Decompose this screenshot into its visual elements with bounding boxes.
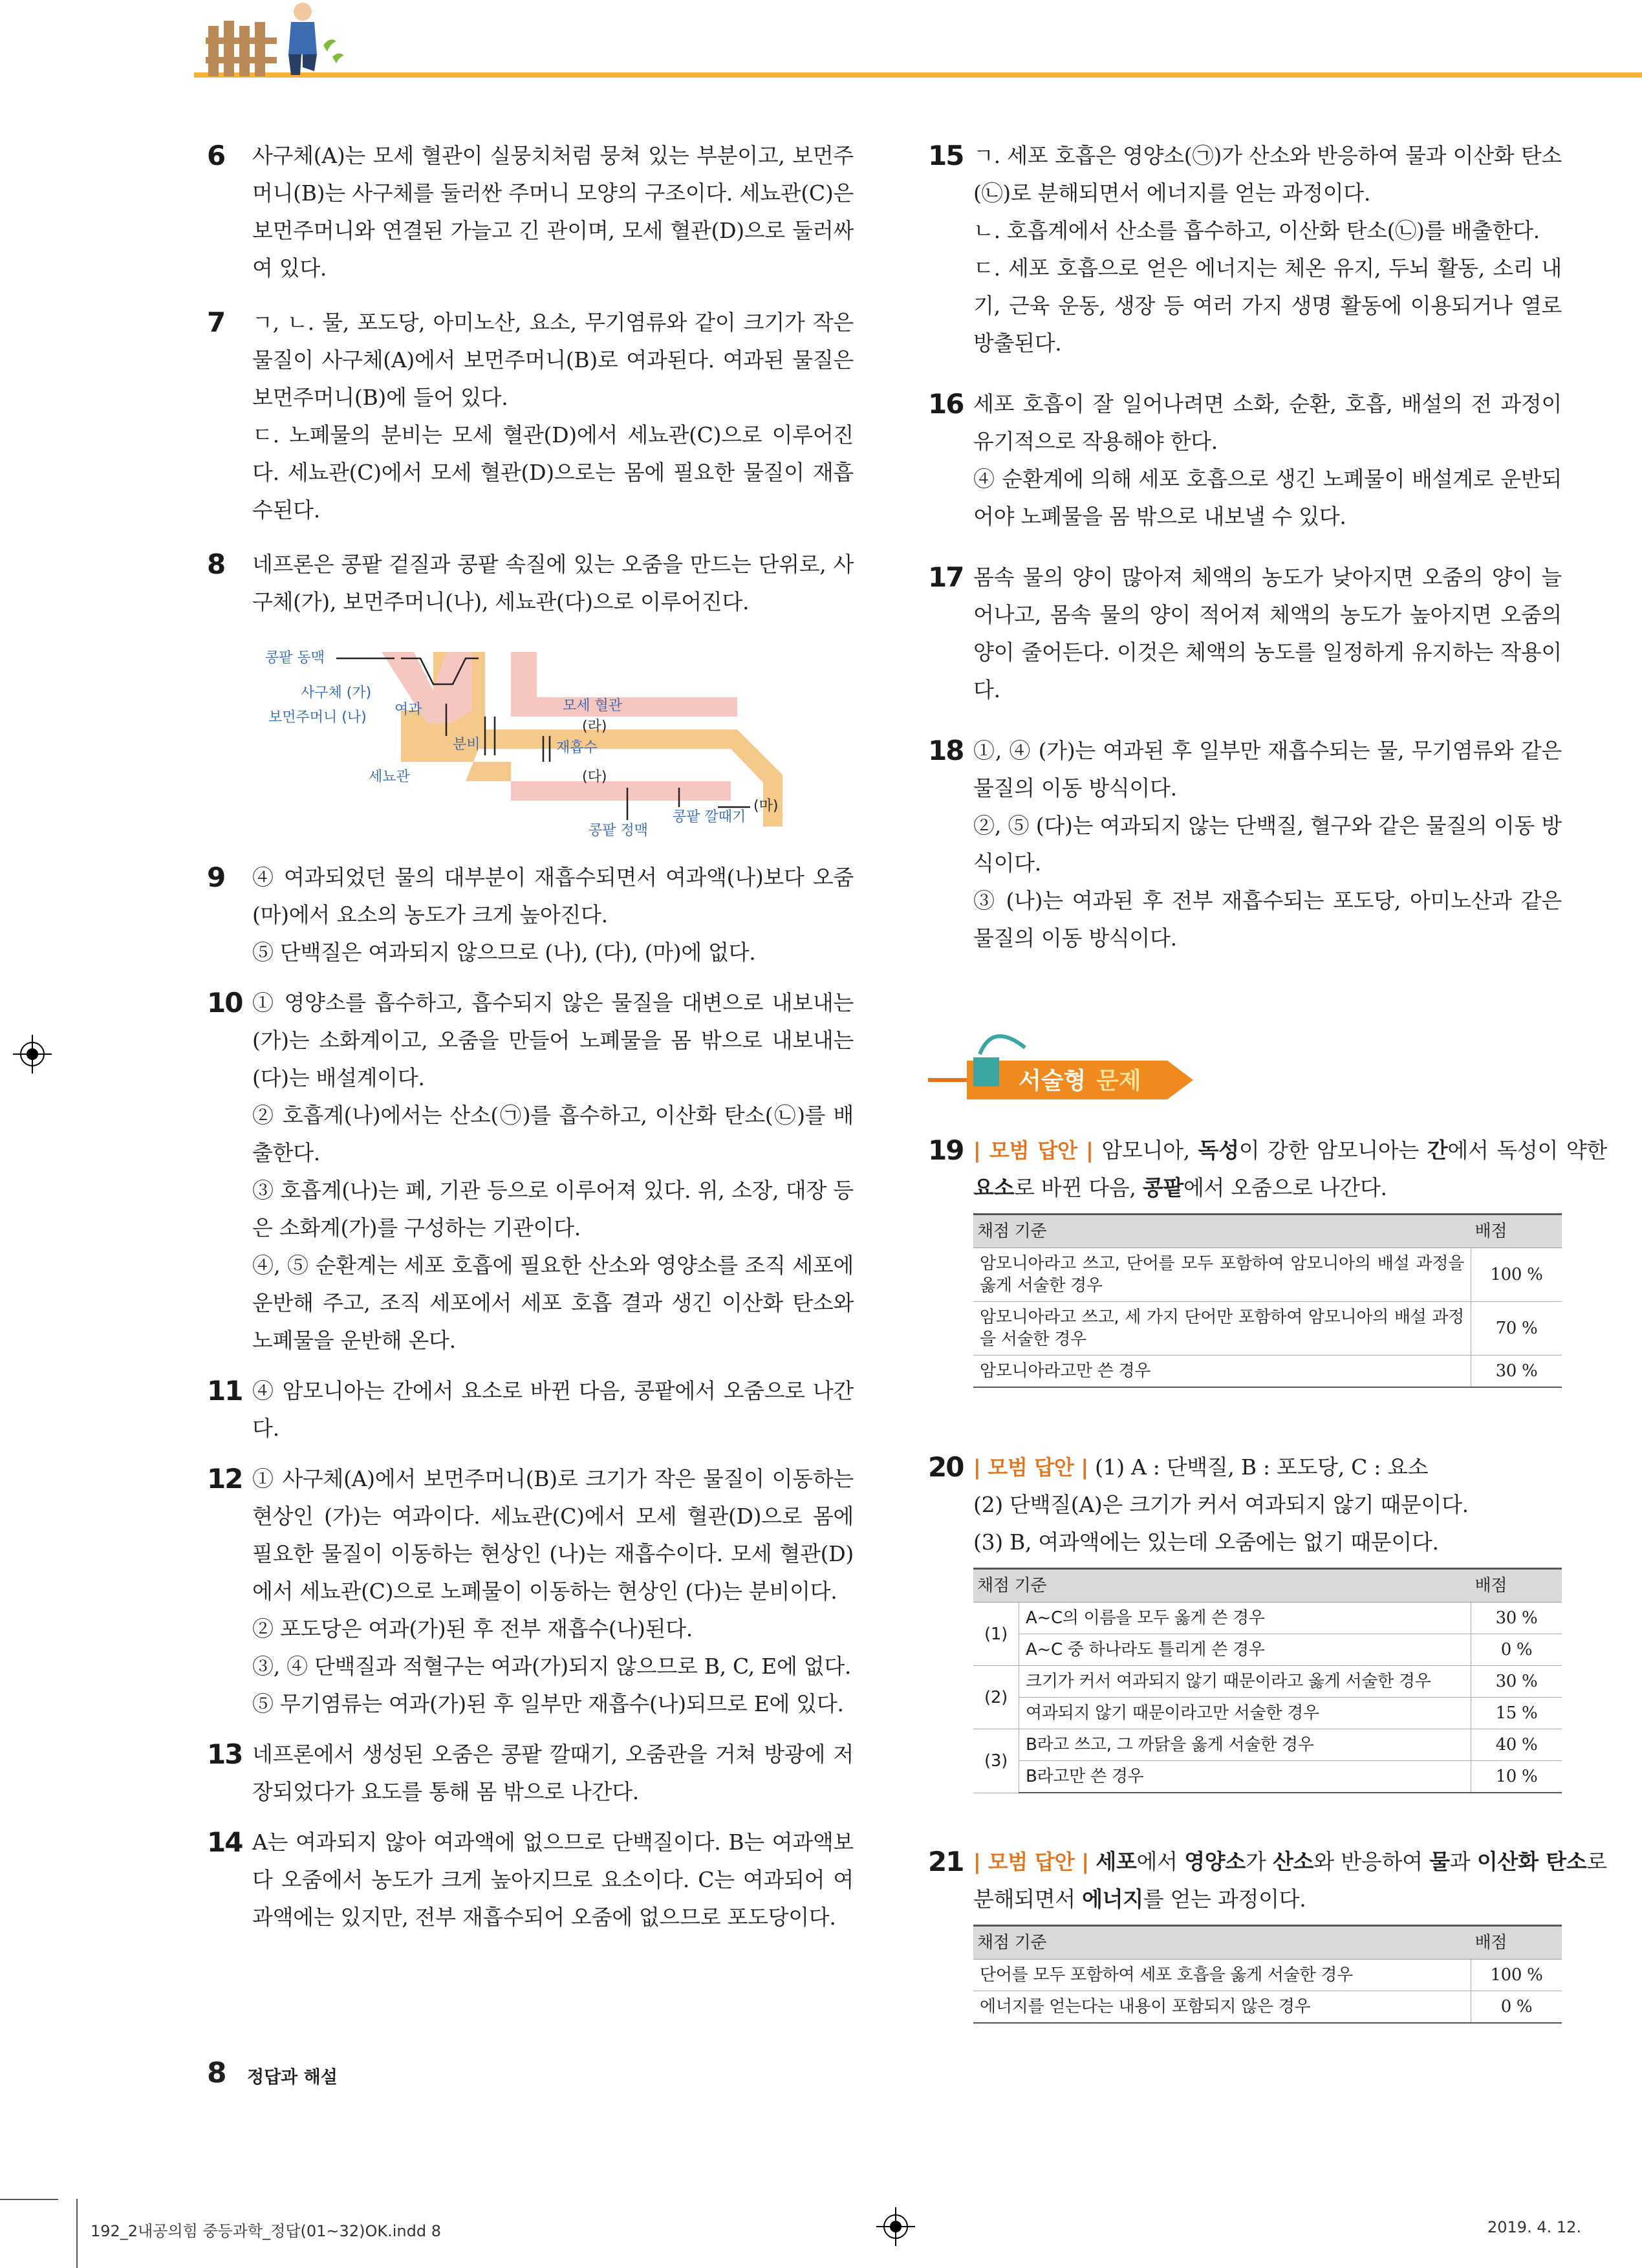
score-cell: 70 %	[1471, 1302, 1562, 1355]
answer-text: ④ 암모니아는 간에서 요소로 바뀐 다음, 콩팥에서 오줌으로 나간다.	[252, 1378, 854, 1441]
answer-text: 네프론에서 생성된 오줌은 콩팥 깔때기, 오줌관을 거쳐 방광에 저장되었다가 요도를 통해 몸 밖으로 나간다.	[252, 1742, 854, 1804]
question-number: 13	[207, 1738, 243, 1770]
question-13	[207, 1736, 854, 1811]
model-answer-tag: | 모범 답안 |	[973, 1850, 1089, 1874]
answer-text: ㄴ. 호흡계에서 산소를 흡수하고, 이산화 탄소(㉡)를 배출한다.	[973, 218, 1540, 243]
question-number: 10	[207, 987, 243, 1019]
keyword: 영양소	[1184, 1849, 1246, 1874]
question-number: 16	[928, 388, 964, 420]
answer-text: ②, ⑤ (다)는 여과되지 않는 단백질, 혈구와 같은 물질의 이동 방식이다.	[973, 813, 1562, 876]
question-number: 9	[207, 861, 225, 893]
score-cell: 0 %	[1471, 1991, 1562, 2024]
table-row	[973, 1960, 1562, 1991]
label-tubule: 세뇨관	[369, 769, 410, 785]
book-icon	[973, 1057, 999, 1086]
answer-seg: (1) A : 단백질, B : 포도당, C : 요소	[1088, 1454, 1429, 1480]
score-cell: 100 %	[1471, 1248, 1562, 1302]
answer-text: ㄷ. 노폐물의 분비는 모세 혈관(D)에서 세뇨관(C)으로 이루어진다. 세뇨관(C)에서 모세 혈관(D)으로는 몸에 필요한 물질이 재흡수된다.	[252, 422, 854, 523]
question-8	[207, 546, 854, 621]
answer-seg: 이 강한 암모니아는	[1238, 1138, 1427, 1163]
keyword: 요소	[973, 1175, 1015, 1200]
col-header-criteria: 채점 기준	[973, 1926, 1471, 1960]
answer-text: ㄱ. 세포 호흡은 영양소(㉠)가 산소와 반응하여 물과 이산화 탄소(㉡)로 분해되면서 에너지를 얻는 과정이다.	[973, 143, 1562, 206]
answer-seg: 로 분해되면서	[973, 1849, 1607, 1912]
model-answer	[973, 1132, 1607, 1207]
answer-text: ③, ④ 단백질과 적혈구는 여과(가)되지 않으므로 B, C, E에 없다.	[252, 1654, 852, 1679]
label-urine: (마)	[753, 798, 779, 814]
keyword: 간	[1427, 1138, 1448, 1163]
answer-seg	[1089, 1849, 1096, 1874]
keyword: 산소	[1273, 1849, 1314, 1874]
banner-title-1: 서술형	[1019, 1068, 1086, 1094]
answer-seg: 와 반응하여	[1313, 1849, 1430, 1874]
nephron-diagram	[239, 632, 795, 839]
answer-text: ① 사구체(A)에서 보먼주머니(B)로 크기가 작은 물질이 이동하는 현상인 (가)는 여과이다. 세뇨관(C)에서 모세 혈관(D)으로 몸에 필요한 물질이 이동하는 현상인 (나)는 재흡수이다. 모세 혈관(D)에서 세뇨관(C)으로 노폐물이 이동하는 현상인 (다)는 분비이다.	[252, 1466, 854, 1604]
label-reabsorption: 재흡수	[556, 740, 598, 756]
keyword: 물	[1429, 1849, 1450, 1874]
table-row	[973, 1761, 1562, 1793]
answer-seg: 가	[1245, 1849, 1273, 1874]
answer-text: 사구체(A)는 모세 혈관이 실뭉치처럼 뭉쳐 있는 부분이고, 보먼주머니(B)는 사구체를 둘러싼 주머니 모양의 구조이다. 세뇨관(C)은 보먼주머니와 연결된 가늘고 긴 관이며, 모세 혈관(D)으로 둘러싸여 있다.	[252, 143, 854, 281]
score-cell: 100 %	[1471, 1960, 1562, 1991]
crop-mark	[0, 2199, 58, 2200]
section-banner	[928, 1022, 1238, 1099]
question-number: 6	[207, 140, 225, 171]
score-cell: 30 %	[1471, 1666, 1562, 1698]
answer-text: 세포 호흡이 잘 일어나려면 소화, 순환, 호흡, 배설의 전 과정이 유기적으로 작용해야 한다.	[973, 391, 1562, 454]
keyword: 콩팥	[1142, 1175, 1183, 1200]
gardener-illustration	[206, 0, 348, 76]
col-header-score: 배점	[1471, 1926, 1562, 1960]
col-header-score: 배점	[1471, 1215, 1562, 1248]
left-column	[207, 137, 854, 1936]
table-row	[973, 1991, 1562, 2024]
answer-text: ㄱ, ㄴ. 물, 포도당, 아미노산, 요소, 무기염류와 같이 크기가 작은 물질이 사구체(A)에서 보먼주머니(B)로 여과된다. 여과된 물질은 보먼주머니(B)에 들어 있다.	[252, 310, 854, 410]
header-rule	[194, 72, 1642, 78]
slug-filename: 192_2내공의힘 중등과학_정답(01~32)OK.indd 8	[91, 2222, 441, 2240]
label-filtration: 여과	[394, 702, 422, 718]
registration-mark-icon	[876, 2207, 915, 2246]
label-tubule-tag: (다)	[582, 769, 607, 785]
criteria-cell: B라고만 쓴 경우	[1019, 1761, 1471, 1793]
criteria-cell: 크기가 커서 여과되지 않기 때문이라고 옳게 서술한 경우	[1019, 1666, 1471, 1698]
scoring-table	[973, 1213, 1562, 1388]
question-number: 12	[207, 1463, 243, 1495]
table-row	[973, 1248, 1562, 1302]
score-cell: 0 %	[1471, 1634, 1562, 1666]
keyword: 독성	[1198, 1138, 1239, 1163]
answer-text: 몸속 물의 양이 많아져 체액의 농도가 낮아지면 오줌의 양이 늘어나고, 몸속 물의 양이 적어져 체액의 농도가 높아지면 오줌의 양이 줄어든다. 이것은 체액의 농도를 일정하게 유지하는 작용이다.	[973, 565, 1562, 702]
table-row	[973, 1603, 1562, 1634]
table-row	[973, 1355, 1562, 1388]
col-header-score: 배점	[1471, 1569, 1562, 1603]
question-number: 11	[207, 1375, 243, 1407]
label-artery: 콩팥 동맥	[265, 650, 325, 666]
answer-text: ④ 순환계에 의해 세포 호흡으로 생긴 노폐물이 배설계로 운반되어야 노폐물을 몸 밖으로 내보낼 수 있다.	[973, 466, 1562, 529]
answer-text: ① 영양소를 흡수하고, 흡수되지 않은 물질을 대변으로 내보내는 (가)는 소화계이고, 오줌을 만들어 노폐물을 몸 밖으로 내보내는 (다)는 배설계이다.	[252, 990, 854, 1090]
score-cell: 10 %	[1471, 1761, 1562, 1793]
question-20	[928, 1449, 1607, 1793]
question-18	[928, 732, 1562, 957]
model-answer-tag: | 모범 답안 |	[973, 1138, 1094, 1163]
model-answer-tag: | 모범 답안 |	[973, 1455, 1088, 1480]
answer-text: (3) B, 여과액에는 있는데 오줌에는 없기 때문이다.	[973, 1529, 1439, 1555]
group-label: (2)	[973, 1666, 1019, 1729]
slug-date: 2019. 4. 12.	[1487, 2218, 1582, 2236]
label-glomerulus: 사구체 (가)	[301, 685, 372, 701]
criteria-cell: 암모니아라고 쓰고, 세 가지 단어만 포함하여 암모니아의 배설 과정을 서술한 경우	[973, 1302, 1471, 1355]
answer-text: ④, ⑤ 순환계는 세포 호흡에 필요한 산소와 영양소를 조직 세포에 운반해 주고, 조직 세포에서 세포 호흡 결과 생긴 이산화 탄소와 노폐물을 운반해 온다.	[252, 1253, 854, 1353]
criteria-cell: 암모니아라고 쓰고, 단어를 모두 포함하여 암모니아의 배설 과정을 옳게 서술한 경우	[973, 1248, 1471, 1302]
label-pelvis: 콩팥 깔때기	[673, 809, 746, 825]
question-6	[207, 137, 854, 287]
table-row	[973, 1698, 1562, 1729]
answer-text: ④ 여과되었던 물의 대부분이 재흡수되면서 여과액(나)보다 오줌(마)에서 요소의 농도가 크게 높아진다.	[252, 865, 854, 927]
model-answer	[973, 1843, 1607, 1918]
model-answer	[973, 1449, 1607, 1486]
answer-text: ③ 호흡계(나)는 폐, 기관 등으로 이루어져 있다. 위, 소장, 대장 등은 소화계(가)를 구성하는 기관이다.	[252, 1178, 854, 1240]
question-number: 19	[928, 1134, 964, 1166]
col-header-criteria: 채점 기준	[973, 1215, 1471, 1248]
answer-seg: 과	[1449, 1849, 1477, 1874]
question-12	[207, 1460, 854, 1723]
criteria-cell: A~C의 이름을 모두 옳게 쓴 경우	[1019, 1603, 1471, 1634]
answer-seg: 에서	[1136, 1849, 1185, 1874]
criteria-cell: 에너지를 얻는다는 내용이 포함되지 않은 경우	[973, 1991, 1471, 2024]
question-17	[928, 559, 1562, 709]
question-15	[928, 137, 1562, 362]
answer-text: ⑤ 단백질은 여과되지 않으므로 (나), (다), (마)에 없다.	[252, 940, 756, 965]
answer-seg: 암모니아,	[1093, 1138, 1198, 1163]
table-row	[973, 1729, 1562, 1761]
label-secretion: 분비	[453, 737, 481, 753]
question-16	[928, 385, 1562, 535]
question-number: 17	[928, 561, 964, 593]
answer-text: ② 포도당은 여과(가)된 후 전부 재흡수(나)된다.	[252, 1616, 693, 1641]
question-9	[207, 859, 854, 971]
score-cell: 15 %	[1471, 1698, 1562, 1729]
question-number: 21	[928, 1846, 964, 1877]
answer-text: ② 호흡계(나)에서는 산소(㉠)를 흡수하고, 이산화 탄소(㉡)를 배출한다.	[252, 1103, 854, 1165]
answer-text: 네프론은 콩팥 겉질과 콩팥 속질에 있는 오줌을 만드는 단위로, 사구체(가), 보먼주머니(나), 세뇨관(다)으로 이루어진다.	[252, 552, 854, 614]
table-row	[973, 1634, 1562, 1666]
scoring-table	[973, 1568, 1562, 1793]
table-row	[973, 1302, 1562, 1355]
question-11	[207, 1372, 854, 1447]
score-cell: 40 %	[1471, 1729, 1562, 1761]
group-label: (1)	[973, 1603, 1019, 1666]
answer-text: ㄷ. 세포 호흡으로 얻은 에너지는 체온 유지, 두뇌 활동, 소리 내기, 근육 운동, 생장 등 여러 가지 생명 활동에 이용되거나 열로 방출된다.	[973, 255, 1562, 356]
capillary-shape	[511, 652, 737, 717]
table-row	[973, 1666, 1562, 1698]
keyword: 에너지	[1082, 1886, 1143, 1912]
question-number: 15	[928, 140, 964, 171]
question-number: 8	[207, 548, 225, 580]
banner-swoosh-icon	[980, 1036, 1025, 1054]
answer-seg: 를 얻는 과정이다.	[1143, 1886, 1306, 1912]
footer-label: 정답과 해설	[247, 2068, 338, 2088]
criteria-cell: A~C 중 하나라도 틀리게 쓴 경우	[1019, 1634, 1471, 1666]
question-19	[928, 1132, 1607, 1388]
criteria-cell: B라고 쓰고, 그 까닭을 옳게 서술한 경우	[1019, 1729, 1471, 1761]
page-number: 8	[207, 2057, 227, 2090]
answer-seg: 에서 오줌으로 나간다.	[1183, 1175, 1387, 1200]
keyword: 세포	[1096, 1849, 1137, 1874]
answer-text: ③ (나)는 여과된 후 전부 재흡수되는 포도당, 아미노산과 같은 물질의 이동 방식이다.	[973, 888, 1562, 951]
question-number: 18	[928, 735, 964, 766]
answer-text: (2) 단백질(A)은 크기가 커서 여과되지 않기 때문이다.	[973, 1492, 1469, 1517]
label-capillary-tag: (라)	[582, 718, 607, 735]
banner-title-2: 문제	[1096, 1068, 1141, 1094]
answer-seg: 에서 독성이 약한	[1447, 1138, 1607, 1163]
question-number: 20	[928, 1451, 964, 1483]
crop-mark	[76, 2199, 78, 2268]
question-7	[207, 304, 854, 529]
question-14	[207, 1824, 854, 1936]
col-header-criteria: 채점 기준	[973, 1569, 1471, 1603]
right-column	[928, 137, 1562, 957]
question-number: 14	[207, 1826, 243, 1858]
question-21	[928, 1843, 1607, 2024]
answer-text: ①, ④ (가)는 여과된 후 일부만 재흡수되는 물, 무기염류와 같은 물질의 이동 방식이다.	[973, 738, 1562, 801]
group-label: (3)	[973, 1729, 1019, 1793]
score-cell: 30 %	[1471, 1603, 1562, 1634]
label-capillary: 모세 혈관	[563, 698, 623, 714]
question-10	[207, 984, 854, 1359]
peritubular-shape	[511, 781, 731, 801]
answer-text: ⑤ 무기염류는 여과(가)된 후 일부만 재흡수(나)되므로 E에 있다.	[252, 1691, 844, 1716]
criteria-cell: 여과되지 않기 때문이라고만 서술한 경우	[1019, 1698, 1471, 1729]
criteria-cell: 암모니아라고만 쓴 경우	[973, 1355, 1471, 1388]
registration-mark-icon	[13, 1035, 52, 1074]
criteria-cell: 단어를 모두 포함하여 세포 호흡을 옳게 서술한 경우	[973, 1960, 1471, 1991]
answer-seg: 로 바뀐 다음,	[1014, 1175, 1143, 1200]
keyword: 이산화 탄소	[1476, 1849, 1587, 1874]
label-vein: 콩팥 정맥	[589, 823, 649, 839]
label-bowman: 보먼주머니 (나)	[268, 709, 367, 726]
scoring-table	[973, 1925, 1562, 2024]
question-number: 7	[207, 307, 225, 338]
score-cell: 30 %	[1471, 1355, 1562, 1388]
answer-text: A는 여과되지 않아 여과액에 없으므로 단백질이다. B는 여과액보다 오줌에서 농도가 크게 높아지므로 요소이다. C는 여과되어 여과액에는 있지만, 전부 재흡수되어 오줌에 없으므로 포도당이다.	[252, 1830, 854, 1930]
